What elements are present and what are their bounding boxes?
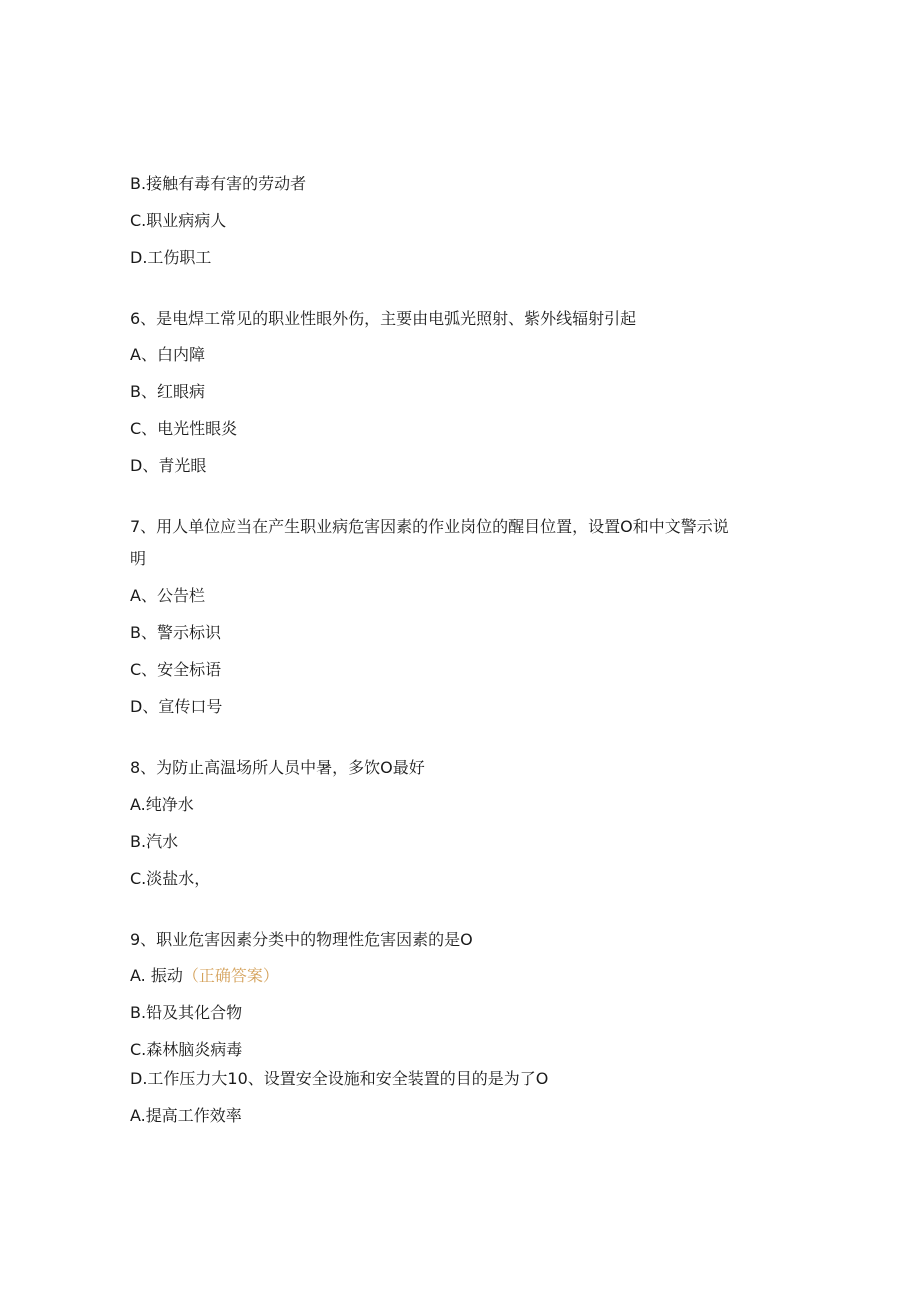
question-7: 7、用人单位应当在产生职业病危害因素的作业岗位的醒目位置，设置O和中文警示说 <box>130 517 729 536</box>
option-6d: D、青光眼 <box>130 456 207 475</box>
option-8b: B.汽水 <box>130 832 179 851</box>
option-7a: A、公告栏 <box>130 586 205 605</box>
question-7-continued: 明 <box>130 549 147 568</box>
question-6: 6、是电焊工常见的职业性眼外伤，主要由电弧光照射、紫外线辐射引起 <box>130 309 637 328</box>
option-8c: C.淡盐水， <box>130 869 211 888</box>
question-9: 9、职业危害因素分类中的物理性危害因素的是O <box>130 930 473 949</box>
option-6a: A、白内障 <box>130 345 205 364</box>
option-5b: B.接触有毒有害的劳动者 <box>130 174 307 193</box>
option-6b: B、红眼病 <box>130 382 205 401</box>
correct-answer-note: （正确答案） <box>182 966 279 985</box>
question-8: 8、为防止高温场所人员中暑，多饮O最好 <box>130 758 425 777</box>
option-8a: A.纯净水 <box>130 795 194 814</box>
option-6c: C、电光性眼炎 <box>130 419 238 438</box>
option-9c: C.森林脑炎病毒 <box>130 1040 243 1059</box>
option-5c: C.职业病病人 <box>130 211 227 230</box>
option-7d: D、宣传口号 <box>130 697 223 716</box>
option-9a <box>130 966 279 986</box>
option-9b: B.铅及其化合物 <box>130 1003 243 1022</box>
option-9a-text: A. 振动 <box>130 966 183 985</box>
option-7c: C、安全标语 <box>130 660 222 679</box>
option-7b: B、警示标识 <box>130 623 221 642</box>
option-10a: A.提高工作效率 <box>130 1106 242 1125</box>
option-9d-and-question-10: D.工作压力大10、设置安全设施和安全装置的目的是为了O <box>130 1069 549 1088</box>
option-5d: D.工伤职工 <box>130 248 212 267</box>
